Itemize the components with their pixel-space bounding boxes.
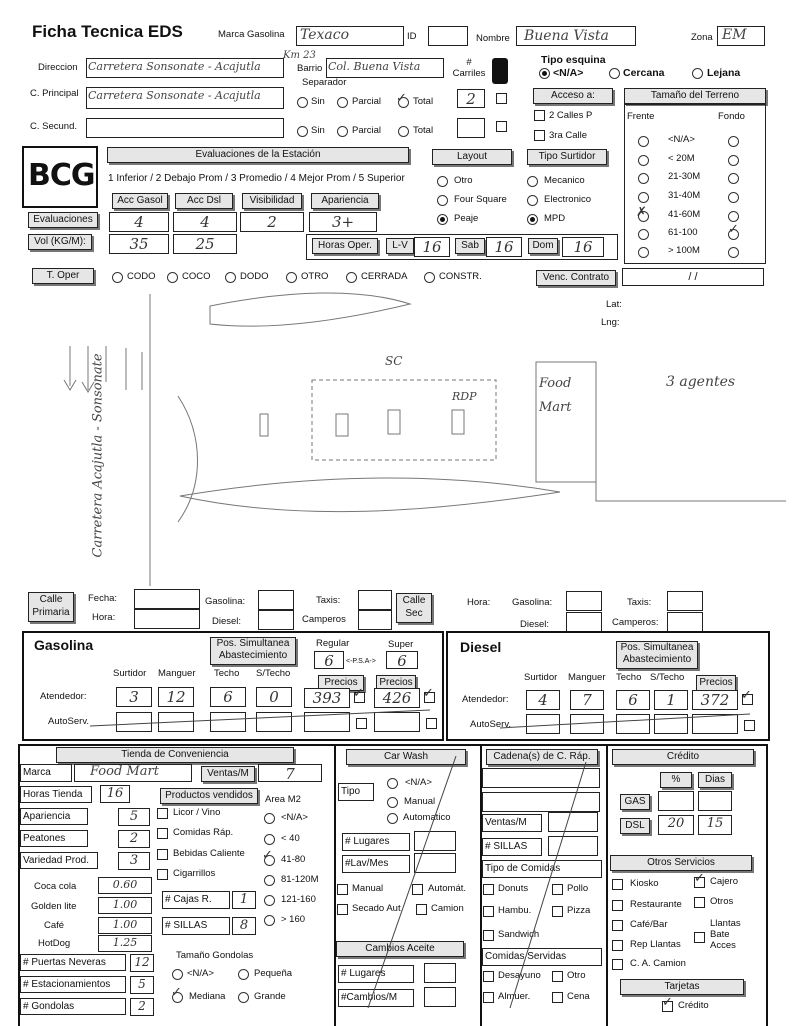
dsl-autoserv-label: AutoServ. (470, 719, 512, 730)
esquina-na-radio[interactable] (539, 68, 550, 79)
col-acc-dsl: Acc Dsl (175, 193, 233, 209)
credito-dsl-pct[interactable]: 20 (658, 815, 694, 835)
bcg-logo-text: BCG (28, 158, 95, 193)
gasolina-label: Gasolina: (205, 596, 246, 607)
gond-pequena-label: Pequeña (254, 968, 293, 979)
llantas-label: Llantas Bate Acces (710, 918, 741, 951)
apariencia-value[interactable]: 5 (118, 808, 150, 826)
surtidor-electronico-radio[interactable] (527, 195, 538, 206)
area-120-radio[interactable] (264, 875, 275, 886)
camperos-field[interactable] (358, 610, 392, 630)
secund-sin-radio[interactable] (297, 126, 308, 137)
terreno-row-label: 31-40M (668, 190, 701, 201)
separador-checkbox[interactable] (496, 93, 507, 104)
area-80-label: 41-80 (281, 854, 306, 865)
fecha-label: Fecha: (88, 593, 118, 604)
principal-parcial-radio[interactable] (337, 97, 348, 108)
variedad-label: Variedad Prod. (20, 852, 98, 869)
sketch-road-label: Carretera Acajutla - Sonsonate (90, 353, 106, 558)
peatones-label: Peatones (20, 830, 88, 847)
precio-value[interactable]: 1.25 (98, 935, 152, 952)
carwash-auto-label: Automatico (403, 812, 451, 823)
area-160-label: 121-160 (281, 894, 316, 905)
gas-col-stecho: S/Techo (256, 668, 291, 679)
principal-value: Carretera Sonsonate - Acajutla (88, 89, 261, 102)
surtidor-electronico-label: Electronico (544, 194, 591, 205)
otros-label: Otros (710, 896, 734, 907)
zona-value: EM (722, 27, 747, 43)
tipo-esquina-label: Tipo esquina (541, 54, 606, 66)
lv-value[interactable]: 16 (414, 237, 450, 257)
tienda-marca-label: Marca (20, 764, 72, 782)
area-40-radio[interactable] (264, 834, 275, 845)
precio-value[interactable]: 1.00 (98, 897, 152, 914)
toper-codo-label: CODO (127, 271, 156, 282)
acceso-2calles-checkbox[interactable] (534, 110, 545, 121)
direccion-label: Direccion (38, 62, 78, 73)
eval-apariencia[interactable]: 3+ (309, 212, 377, 232)
gond-na-radio[interactable] (172, 969, 183, 980)
carriles-label: # Carriles (452, 57, 486, 79)
area-na-radio[interactable] (264, 813, 275, 824)
toper-cerrada-label: CERRADA (361, 271, 408, 282)
vol-dsl[interactable]: 25 (173, 234, 237, 254)
dsl-atend-stecho[interactable]: 1 (654, 690, 688, 710)
terreno-title: Tamaño del Terreno (624, 88, 766, 104)
restaurante-label: Restaurante (630, 899, 682, 910)
rep-llantas-label: Rep Llantas (630, 939, 681, 950)
neveras-label: # Puertas Neveras (20, 954, 126, 971)
barrio-label: Barrio (297, 63, 323, 74)
cambios-m-label: #Cambios/M (338, 989, 414, 1007)
secund-carriles-field[interactable] (457, 118, 485, 138)
camion-label: C. A. Camion (630, 958, 686, 969)
traffic-light-icon (492, 58, 508, 84)
neveras-value[interactable]: 12 (130, 954, 154, 972)
evaluaciones-label: Evaluaciones (28, 212, 98, 228)
gond-grande-radio[interactable] (238, 992, 249, 1003)
licor-label: Licor / Vino (173, 807, 221, 818)
dom-label: Dom (528, 238, 558, 254)
toper-dodo-label: DODO (240, 271, 269, 282)
terreno-row-label: > 100M (668, 245, 700, 256)
cigarrillos-checkbox[interactable] (157, 869, 168, 880)
super-label: Super (388, 639, 414, 650)
layout-otro-radio[interactable] (437, 176, 448, 187)
dsl-atendedor-label: Atendedor: (462, 694, 509, 705)
tam-gond-label: Tamaño Gondolas (176, 950, 254, 961)
gas-col-techo: Techo (214, 668, 240, 679)
kiosko-checkbox[interactable] (612, 879, 623, 890)
credito-gas-label: GAS (620, 794, 650, 810)
toper-coco-label: COCO (182, 271, 211, 282)
layout-peaje-label: Peaje (454, 213, 479, 224)
gas-atend-stecho[interactable]: 0 (256, 687, 292, 707)
gas-col-manguer: Manguer (158, 668, 196, 679)
toper-otro-radio[interactable] (286, 272, 297, 283)
gas-precio-regular[interactable]: 393 (304, 688, 350, 708)
carwash-lav-label: #Lav/Mes (342, 855, 410, 873)
principal-sin-radio[interactable] (297, 97, 308, 108)
peatones-value[interactable]: 2 (118, 830, 150, 848)
area-label: Area M2 (265, 794, 301, 805)
surtidor-mpd-radio[interactable] (527, 214, 538, 225)
cw-secado-label: Secado Aut. (352, 903, 404, 914)
nombre-label: Nombre (476, 33, 510, 44)
dsl-col-manguer: Manguer (568, 672, 606, 683)
diesel2-field[interactable] (566, 612, 602, 632)
taxis2-label: Taxis: (627, 597, 652, 608)
secund-sin-label: Sin (311, 125, 325, 136)
regular-label: Regular (316, 638, 350, 649)
dsl-atend-techo[interactable]: 6 (616, 690, 650, 710)
form-title: Ficha Tecnica EDS (32, 22, 183, 41)
otro-label: Otro (567, 970, 586, 981)
acceso-label: Acceso a: (533, 88, 613, 104)
bebidas-label: Bebidas Caliente (173, 848, 245, 859)
terreno-fondo-label: Fondo (718, 111, 745, 122)
almuer-label: Almuer. (498, 991, 531, 1002)
marca-label: Marca Gasolina (218, 29, 285, 40)
secund-field[interactable] (86, 118, 284, 138)
variedad-value[interactable]: 3 (118, 852, 150, 870)
area-40-label: < 40 (281, 833, 300, 844)
gas-autoserv-label: AutoServ. (48, 716, 90, 727)
psa-label: <-P.S.A-> (346, 658, 376, 665)
diesel-title: Diesel (460, 639, 502, 655)
cajas-label: # Cajas R. (162, 891, 230, 909)
regular-pos-value[interactable]: 6 (314, 651, 344, 669)
gond-grande-label: Grande (254, 991, 286, 1002)
km-value: Km 23 (283, 50, 316, 61)
principal-label: C. Principal (30, 88, 79, 99)
credito-dias-label: Dias (698, 772, 732, 788)
precio-value[interactable]: 0.60 (98, 877, 152, 894)
carwash-title: Car Wash (346, 749, 466, 765)
zona-label: Zona (691, 32, 713, 43)
credito-title: Crédito (612, 749, 754, 765)
hora2-label: Hora: (467, 597, 491, 608)
kiosko-label: Kiosko (630, 878, 659, 889)
site-sketch (0, 286, 792, 586)
taxis-label: Taxis: (316, 595, 341, 606)
horas-label: Horas Oper. (312, 238, 378, 254)
gas-atend-techo[interactable]: 6 (210, 687, 246, 707)
horas-tienda-value[interactable]: 16 (100, 785, 130, 803)
precio-label: HotDog (38, 938, 71, 949)
carwash-manual-label: Manual (404, 796, 436, 807)
marca-value: Texaco (300, 27, 350, 43)
cambios-title: Cambios Aceite (336, 941, 464, 957)
sab-value[interactable]: 16 (486, 237, 522, 257)
productos-label: Productos vendidos (160, 788, 258, 804)
barrio-value: Col. Buena Vista (328, 60, 421, 73)
dsl-col-stecho: S/Techo (650, 672, 685, 683)
donuts-label: Donuts (498, 883, 529, 894)
cajero-label: Cajero (710, 876, 738, 887)
vol-label: Vol (KG/M): (28, 234, 92, 250)
sketch-foodmart: Food Mart (539, 376, 572, 415)
cajas-value[interactable]: 1 (232, 891, 256, 909)
layout-foursquare-radio[interactable] (437, 195, 448, 206)
layout-otro-label: Otro (454, 175, 473, 186)
camion-checkbox[interactable] (612, 959, 623, 970)
sketch-sc: SC (385, 354, 403, 368)
otros-servicios-title: Otros Servicios (610, 855, 752, 871)
col-visibilidad: Visibilidad (242, 193, 302, 209)
area-na-label: <N/A> (281, 812, 308, 823)
carwash-na-label: <N/A> (405, 777, 432, 788)
desayuno-label: Desayuno (498, 970, 541, 981)
terreno-row-label: 21-30M (668, 171, 701, 182)
toper-cerrada-radio[interactable] (346, 272, 357, 283)
tienda-title: Tienda de Conveniencia (56, 747, 294, 763)
surtidor-title: Tipo Surtidor (527, 149, 607, 165)
taxis2-field[interactable] (667, 591, 703, 611)
comidas-label: Comidas Ráp. (173, 827, 234, 838)
gas-col-surtidor: Surtidor (113, 668, 147, 679)
cadena-ventas-label: Ventas/M (482, 814, 542, 832)
cena-label: Cena (567, 991, 590, 1002)
esquina-na-label: <N/A> (553, 67, 584, 79)
gasolina-pos-label: Pos. Simultanea Abastecimiento (210, 637, 296, 665)
terreno-grid: <N/A> < 20M 21-30M 31-40M ✗ 41-60M 61-100 ✓ > 100M (636, 134, 739, 256)
gondolas-label: # Gondolas (20, 998, 126, 1015)
direccion-value: Carretera Sonsonate - Acajutla (88, 60, 261, 73)
diesel2-label: Diesel: (520, 619, 550, 630)
lv-label: L-V (386, 238, 414, 254)
layout-peaje-radio[interactable] (437, 214, 448, 225)
area-160plus-label: > 160 (281, 914, 306, 925)
secund-label: C. Secund. (30, 121, 77, 132)
precio-value[interactable]: 1.00 (98, 917, 152, 934)
terreno-row-label: <N/A> (668, 134, 695, 145)
principal-total-label: Total (413, 96, 434, 107)
esquina-cercana-label: Cercana (623, 67, 665, 79)
lat-label: Lat: (606, 299, 622, 310)
camperos-label: Camperos (302, 614, 346, 625)
llantas-checkbox[interactable] (694, 932, 705, 943)
cafebar-label: Café/Bar (630, 919, 668, 930)
sketch-agentes: 3 agentes (666, 374, 736, 390)
acceso-3ra-label: 3ra Calle (549, 130, 588, 141)
bebidas-checkbox[interactable] (157, 849, 168, 860)
toper-constr-label: CONSTR. (439, 271, 482, 282)
hambu-label: Hambu. (498, 905, 532, 916)
hora-label: Hora: (92, 612, 116, 623)
principal-parcial-label: Parcial (352, 96, 382, 107)
calle-primaria: Calle Primaria (28, 592, 74, 622)
tienda-marca-value: Food Mart (90, 764, 159, 779)
gas-atend-surtidor[interactable]: 3 (116, 687, 152, 707)
terreno-row-label: 41-60M (668, 209, 701, 220)
camperos2-label: Camperos: (612, 617, 659, 628)
secund-total-radio[interactable] (398, 126, 409, 137)
restaurante-checkbox[interactable] (612, 900, 623, 911)
tienda-ventas-label: Ventas/M (201, 766, 255, 782)
tienda-ventas-value[interactable]: 7 (258, 764, 322, 782)
dsl-col-surtidor: Surtidor (524, 672, 558, 683)
dsl-precio[interactable]: 372 (692, 690, 738, 710)
rep-llantas-checkbox[interactable] (612, 940, 623, 951)
eval-visibilidad[interactable]: 2 (240, 212, 304, 232)
id-field[interactable] (428, 26, 468, 46)
cigarrillos-label: Cigarrillos (173, 868, 216, 879)
toper-constr-radio[interactable] (424, 272, 435, 283)
gond-na-label: <N/A> (187, 968, 214, 979)
acceso-3ra-checkbox[interactable] (534, 130, 545, 141)
pollo-label: Pollo (567, 883, 589, 894)
cambios-lugares-label: # Lugares (338, 965, 414, 983)
dsl-col-techo: Techo (616, 672, 642, 683)
cw-manual-label: Manual (352, 883, 384, 894)
surtidor-mecanico-radio[interactable] (527, 176, 538, 187)
credito-dsl-dias[interactable]: 15 (698, 815, 732, 835)
tarjetas-title: Tarjetas (620, 979, 744, 995)
gond-mediana-label: Mediana (189, 991, 226, 1002)
credito-gas-dias[interactable] (698, 791, 732, 811)
cadena-title: Cadena(s) de C. Ráp. (486, 749, 598, 765)
carwash-tipo-label: Tipo (338, 783, 374, 801)
estac-label: # Estacionamientos (20, 976, 126, 993)
camperos2-field[interactable] (667, 612, 703, 632)
venc-label: Venc. Contrato (536, 270, 616, 286)
area-160-radio[interactable] (264, 895, 275, 906)
tipo-comidas-label: Tipo de Comidas (482, 860, 602, 878)
evaluaciones-title: Evaluaciones de la Estación (107, 147, 409, 163)
terreno-frente-label: Frente (627, 111, 655, 122)
dsl-atend-surtidor[interactable]: 4 (526, 690, 560, 710)
calle-sec: Calle Sec (396, 593, 432, 623)
col-acc-gasol: Acc Gasol (112, 193, 168, 209)
toper-codo-radio[interactable] (112, 272, 123, 283)
estac-value[interactable]: 5 (130, 976, 154, 994)
esquina-lejana-label: Lejana (707, 67, 741, 79)
terreno-row-label: < 20M (668, 153, 695, 164)
horas-tienda-label: Horas Tienda (20, 786, 92, 803)
tienda-sillas-value[interactable]: 8 (232, 917, 256, 935)
precio-label: Golden lite (31, 901, 77, 912)
apariencia-label: Apariencia (20, 808, 88, 825)
cadena-sillas-label: # SILLAS (482, 838, 542, 856)
carwash-lugares-label: # Lugares (342, 833, 410, 851)
sketch-rdp: RDP (452, 390, 477, 403)
pizza-label: Pizza (567, 905, 591, 916)
otros-checkbox[interactable] (694, 897, 705, 908)
taxis-field[interactable] (358, 590, 392, 610)
cafebar-checkbox[interactable] (612, 920, 623, 931)
diesel-label: Diesel: (212, 616, 242, 627)
toper-otro-label: OTRO (301, 271, 329, 282)
diesel-field[interactable] (258, 610, 294, 630)
gasolina-field[interactable] (258, 590, 294, 610)
credito-dsl-label: DSL (620, 818, 650, 834)
vol-gasol[interactable]: 35 (109, 234, 169, 254)
toper-dodo-radio[interactable] (225, 272, 236, 283)
col-apariencia: Apariencia (311, 193, 379, 209)
comidas-checkbox[interactable] (157, 828, 168, 839)
eval-acc-dsl[interactable]: 4 (173, 212, 237, 232)
area-120-label: 81-120M (281, 874, 319, 885)
separador-label: Separador (302, 77, 347, 88)
bcg-logo (22, 146, 98, 208)
gas-atendedor-label: Atendedor: (40, 691, 87, 702)
secund-total-label: Total (413, 125, 434, 136)
gond-pequena-radio[interactable] (238, 969, 249, 980)
tarjeta-credito-label: Crédito (678, 1000, 709, 1011)
secund-parcial-label: Parcial (352, 125, 382, 136)
dom-value[interactable]: 16 (562, 237, 604, 257)
esquina-lejana-radio[interactable] (692, 68, 703, 79)
secund-separador-checkbox[interactable] (496, 121, 507, 132)
gondolas-value[interactable]: 2 (130, 998, 154, 1016)
nombre-value: Buena Vista (524, 28, 609, 44)
gas-atend-manguer[interactable]: 12 (158, 687, 194, 707)
area-160plus-radio[interactable] (264, 915, 275, 926)
dsl-col-precios: Precios (696, 675, 736, 691)
principal-sin-label: Sin (311, 96, 325, 107)
comidas-servidas-label: Comidas Servidas (482, 948, 602, 966)
precio-label: Café (44, 920, 65, 931)
super-pos-value[interactable]: 6 (386, 651, 418, 669)
gas-precios-reg-label: Precios (318, 675, 364, 691)
diesel-pos-label: Pos. Simultanea Abastecimiento (616, 641, 698, 669)
terreno-frame (624, 104, 766, 264)
licor-checkbox[interactable] (157, 808, 168, 819)
gas-precios-sup-label: Precios (376, 675, 416, 691)
layout-foursquare-label: Four Square (454, 194, 507, 205)
surtidor-mpd-label: MPD (544, 213, 566, 224)
credito-pct-label: % (660, 772, 692, 788)
surtidor-mecanico-label: Mecanico (544, 175, 585, 186)
acceso-2calles-label: 2 Calles P (549, 110, 593, 121)
tienda-sillas-label: # SILLAS (162, 917, 230, 935)
fecha-field[interactable] (134, 589, 200, 609)
dsl-atend-manguer[interactable]: 7 (570, 690, 604, 710)
eval-acc-gasol[interactable]: 4 (109, 212, 169, 232)
terreno-row-label: 61-100 (668, 227, 698, 238)
id-label: ID (407, 31, 417, 42)
hora-field[interactable] (134, 609, 200, 629)
gasolina2-label: Gasolina: (512, 597, 553, 608)
venc-field[interactable]: / / (622, 268, 764, 286)
toper-label: T. Oper (32, 268, 94, 284)
layout-title: Layout (432, 149, 512, 165)
secund-parcial-radio[interactable] (337, 126, 348, 137)
esquina-cercana-radio[interactable] (609, 68, 620, 79)
credito-gas-pct[interactable] (658, 791, 694, 811)
sab-label: Sab (455, 238, 485, 254)
lng-label: Lng: (601, 317, 620, 328)
precio-label: Coca cola (34, 881, 77, 892)
gasolina2-field[interactable] (566, 591, 602, 611)
toper-coco-radio[interactable] (167, 272, 178, 283)
gas-precio-super[interactable]: 426 (374, 688, 420, 708)
gasolina-title: Gasolina (34, 637, 94, 653)
cw-camion-label: Camion (431, 903, 464, 914)
cw-auto-label: Automát. (428, 883, 467, 894)
evaluaciones-scale: 1 Inferior / 2 Debajo Prom / 3 Promedio / 4 Mejor Prom / 5 Superior (108, 173, 405, 184)
sandwich-label: Sandwich (498, 929, 540, 940)
carriles-field[interactable]: 2 (457, 89, 485, 108)
